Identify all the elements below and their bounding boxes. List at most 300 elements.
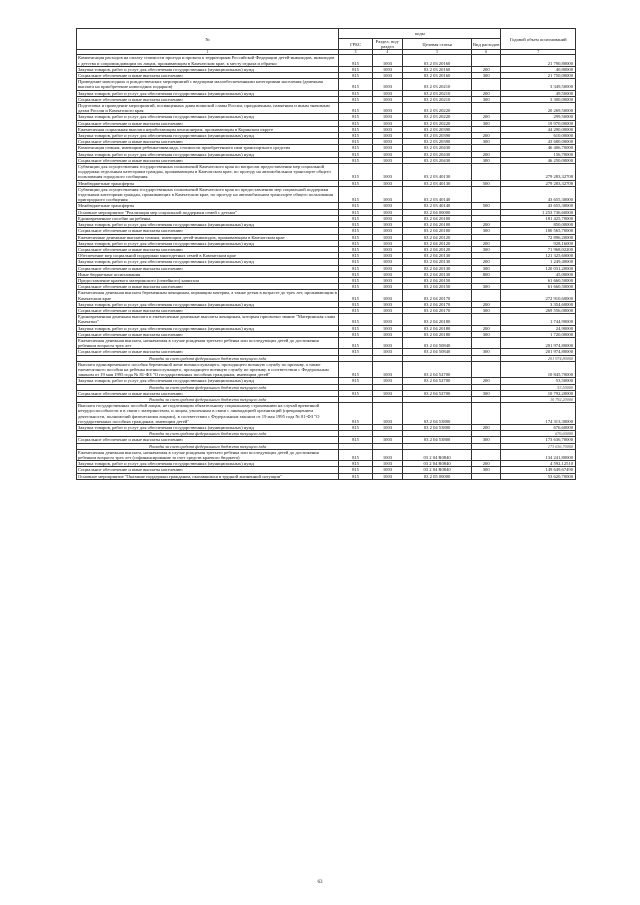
cell-sum: 180 565,70000 xyxy=(501,228,576,234)
cell-sum: 4 592,12510 xyxy=(501,461,576,467)
cell-sum: 45,00000 xyxy=(501,271,576,277)
table-row xyxy=(77,361,576,378)
colnum: 4 xyxy=(372,50,403,55)
cell-sum: 279 283,32708 xyxy=(501,164,576,181)
cell-vid: 200 xyxy=(471,461,501,467)
cell-sum: 676,60000 xyxy=(501,431,576,437)
cell-grbs: 815 xyxy=(339,180,372,186)
cell-cs: 03 2 03 20430 xyxy=(403,157,472,163)
table-row xyxy=(77,449,576,460)
cell-vid: 300 xyxy=(471,349,501,355)
cell-vid: 300 xyxy=(471,228,501,234)
cell-grbs: 815 xyxy=(339,151,372,157)
cell-grbs: 815 xyxy=(339,222,372,228)
cell-grbs: 815 xyxy=(339,73,372,79)
cell-name: Социальное обеспечение и иные выплаты населению xyxy=(77,467,339,473)
colnum: 5 xyxy=(403,50,472,55)
cell-vid xyxy=(471,103,501,114)
cell-cs: 03 2 04 53800 xyxy=(403,403,472,425)
cell-vid: 200 xyxy=(471,222,501,228)
cell-razd: 1003 xyxy=(372,246,403,252)
cell-name: Субвенции для осуществления государственных полномочий Камчатского края по предоставлению мер социальной поддержки отдельным категориям граждан, проживающих в Камчатском крае, по проезду на автомобильном транспорте общего пользования пригородного сообщения xyxy=(77,186,339,203)
cell-vid: 200 xyxy=(471,114,501,120)
cell-grbs: 815 xyxy=(339,157,372,163)
cell-vid: 200 xyxy=(471,325,501,331)
cell-grbs: 815 xyxy=(339,265,372,271)
cell-grbs: 815 xyxy=(339,325,372,331)
cell-name: Закупка товаров, работ и услуг для обеспечения государственных (муниципальных) нужд xyxy=(77,90,339,96)
budget-table-page xyxy=(76,28,576,480)
cell-sum: 149 649,67490 xyxy=(501,467,576,473)
cell-sum: 71 968,02200 xyxy=(501,246,576,252)
cell-sum: 156,70000 xyxy=(501,151,576,157)
cell-cs: 03 2 03 20220 xyxy=(403,120,472,126)
cell-cs: 03 2 04 53800 xyxy=(403,437,472,443)
cell-vid xyxy=(471,164,501,181)
cell-razd: 1003 xyxy=(372,203,403,209)
cell-sum: 43 655,30000 xyxy=(501,203,576,209)
colnum: 3 xyxy=(339,50,372,55)
cell-vid: 300 xyxy=(471,139,501,145)
colnum: 6 xyxy=(471,50,501,55)
cell-razd: 1003 xyxy=(372,271,403,277)
cell-sum: 21 750,00000 xyxy=(501,73,576,79)
cell-name: Закупка товаров, работ и услуг для обеспечения государственных (муниципальных) нужд xyxy=(77,378,339,384)
cell-grbs: 815 xyxy=(339,467,372,473)
cell-razd: 1003 xyxy=(372,314,403,325)
cell-name: Закупка товаров, работ и услуг для обеспечения государственных (муниципальных) нужд xyxy=(77,425,339,431)
cell-vid: 300 xyxy=(471,265,501,271)
cell-name: Расходы за счет средств федерального бюджета текущего года xyxy=(77,384,339,390)
cell-razd: 1003 xyxy=(372,403,403,425)
cell-razd: 1003 xyxy=(372,259,403,265)
cell-sum: 53,50000 xyxy=(501,384,576,390)
header-vid: Вид расходов xyxy=(471,39,501,50)
cell-vid: 200 xyxy=(471,378,501,384)
cell-grbs: 815 xyxy=(339,449,372,460)
header-grbs: ГРБС xyxy=(339,39,372,50)
cell-grbs: 815 xyxy=(339,349,372,355)
cell-name: Выплата единовременного пособия беременной жене военнослужащего, проходящего военную службу по призыву, а также ежемесячного пособия на ребенка военнослужащего, проходящего военную службу по призыву, в соответствии с Федеральным законом от 19 мая 1995 года № 81-ФЗ "О государственных пособиях гражданам, имеющим детей" xyxy=(77,361,339,378)
cell-sum: 49,50000 xyxy=(501,90,576,96)
cell-sum: 1 720,00000 xyxy=(501,331,576,337)
cell-name: Компенсация семьям, имеющим ребенка-инвалида, стоимости приобретенного ими транспортного средства xyxy=(77,145,339,151)
cell-vid: 300 xyxy=(471,96,501,102)
cell-name: Социальное обеспечение и иные выплаты населению xyxy=(77,390,339,396)
cell-razd: 1003 xyxy=(372,66,403,72)
cell-name: Социальное обеспечение и иные выплаты населению xyxy=(77,96,339,102)
cell-razd: 1003 xyxy=(372,126,403,132)
cell-name: Закупка товаров, работ и услуг для обеспечения государственных (муниципальных) нужд xyxy=(77,461,339,467)
cell-razd: 1003 xyxy=(372,215,403,221)
cell-name: Закупка товаров, работ и услуг для обеспечения государственных (муниципальных) нужд xyxy=(77,133,339,139)
cell-cs: 03 2 04 R0840 xyxy=(403,449,472,460)
cell-vid xyxy=(471,55,501,66)
cell-grbs: 815 xyxy=(339,378,372,384)
cell-vid: 200 xyxy=(471,66,501,72)
cell-cs: 03 2 03 20220 xyxy=(403,103,472,114)
cell-razd: 1003 xyxy=(372,157,403,163)
cell-razd: 1003 xyxy=(372,325,403,331)
cell-vid xyxy=(471,361,501,378)
cell-cs: 03 2 03 40140 xyxy=(403,203,472,209)
cell-cs: 03 2 03 20160 xyxy=(403,66,472,72)
cell-sum: 173 636,70000 xyxy=(501,443,576,449)
cell-cs: 03 2 04 20180 xyxy=(403,331,472,337)
cell-sum: 24,90000 xyxy=(501,325,576,331)
cell-vid: 200 xyxy=(471,90,501,96)
header-num: № xyxy=(77,29,339,50)
header-codes: коды xyxy=(339,29,501,39)
cell-cs: 03 2 03 20390 xyxy=(403,139,472,145)
cell-name: Закупка товаров, работ и услуг для обеспечения государственных (муниципальных) нужд xyxy=(77,114,339,120)
cell-name: Основное мероприятие "Оказание поддержки гражданам, оказавшимся в трудной жизненной ситуации" xyxy=(77,473,339,479)
cell-vid: 300 xyxy=(471,120,501,126)
cell-cs: 03 2 04 20180 xyxy=(403,325,472,331)
cell-cs: 03 2 03 20430 xyxy=(403,145,472,151)
cell-razd: 1003 xyxy=(372,90,403,96)
cell-grbs: 815 xyxy=(339,361,372,378)
cell-razd: 1003 xyxy=(372,301,403,307)
cell-razd: 1003 xyxy=(372,151,403,157)
cell-razd: 1003 xyxy=(372,461,403,467)
cell-vid: 300 xyxy=(471,437,501,443)
cell-cs: 03 2 04 50840 xyxy=(403,337,472,348)
table-row xyxy=(77,103,576,114)
cell-name: Социальное обеспечение и иные выплаты населению xyxy=(77,139,339,145)
cell-grbs: 815 xyxy=(339,114,372,120)
cell-grbs: 815 xyxy=(339,228,372,234)
table-row xyxy=(77,290,576,301)
cell-razd: 1003 xyxy=(372,79,403,90)
cell-name: Социальное обеспечение и иные выплаты населению xyxy=(77,228,339,234)
cell-grbs: 815 xyxy=(339,133,372,139)
cell-name: Ежемесячные денежные выплаты семьям, имеющим детей-инвалидов, проживающим в Камчатском крае xyxy=(77,234,339,240)
cell-name: Ежемесячная денежная выплата беременным женщинам, кормящим матерям, а также детям в возрасте до трех лет, проживающим в Камчатском крае xyxy=(77,290,339,301)
cell-sum: 10 792,20000 xyxy=(501,390,576,396)
cell-grbs: 815 xyxy=(339,284,372,290)
cell-sum: 272 910,60000 xyxy=(501,290,576,301)
cell-vid xyxy=(471,403,501,425)
cell-grbs: 815 xyxy=(339,277,372,283)
cell-razd: 1003 xyxy=(372,55,403,66)
cell-vid: 200 xyxy=(471,240,501,246)
cell-razd: 1003 xyxy=(372,222,403,228)
cell-sum: 43 680,00000 xyxy=(501,139,576,145)
cell-cs: 03 2 04 20170 xyxy=(403,301,472,307)
cell-grbs: 815 xyxy=(339,314,372,325)
cell-vid: 300 xyxy=(471,390,501,396)
cell-razd: 1003 xyxy=(372,307,403,313)
cell-cs: 03 2 04 52700 xyxy=(403,390,472,396)
cell-sum: 173 636,70000 xyxy=(501,437,576,443)
cell-vid xyxy=(471,449,501,460)
cell-cs: 03 2 03 20160 xyxy=(403,73,472,79)
cell-cs: 03 2 03 20210 xyxy=(403,90,472,96)
cell-name: Ежемесячная денежная выплата, назначаемая в случае рождения третьего ребенка или последующих детей до достижения ребенком возраста трех лет xyxy=(77,337,339,348)
cell-sum: 1 249,40000 xyxy=(501,259,576,265)
cell-razd: 1003 xyxy=(372,337,403,348)
cell-cs: 03 2 04 50840 xyxy=(403,349,472,355)
cell-vid: 300 xyxy=(471,73,501,79)
budget-table xyxy=(76,28,576,480)
cell-vid xyxy=(471,290,501,301)
cell-sum: 21 790,80000 xyxy=(501,55,576,66)
cell-razd: 1003 xyxy=(372,284,403,290)
cell-cs: 03 2 04 20120 xyxy=(403,246,472,252)
cell-grbs: 815 xyxy=(339,331,372,337)
cell-sum: 10 792,20000 xyxy=(501,396,576,402)
cell-razd: 1003 xyxy=(372,120,403,126)
cell-sum: 10 845,70000 xyxy=(501,361,576,378)
cell-cs: 03 2 04 00000 xyxy=(403,209,472,215)
cell-sum: 46 406,70000 xyxy=(501,145,576,151)
cell-razd: 1003 xyxy=(372,180,403,186)
cell-grbs: 815 xyxy=(339,234,372,240)
cell-grbs: 815 xyxy=(339,164,372,181)
cell-name: Социальное обеспечение и иные выплаты населению xyxy=(77,284,339,290)
cell-name: Расходы за счет средств федерального бюджета текущего года xyxy=(77,396,339,402)
cell-grbs: 815 xyxy=(339,259,372,265)
cell-sum: 61 660,50000 xyxy=(501,277,576,283)
cell-sum: 1 253 736,60000 xyxy=(501,209,576,215)
cell-vid xyxy=(471,314,501,325)
cell-name: Обеспечение мер социальной поддержки многодетных семей в Камчатском крае xyxy=(77,253,339,259)
cell-vid: 300 xyxy=(471,331,501,337)
cell-grbs: 815 xyxy=(339,203,372,209)
cell-vid: 300 xyxy=(471,157,501,163)
cell-razd: 1003 xyxy=(372,290,403,301)
cell-name: Закупка товаров, работ и услуг для обеспечения государственных (муниципальных) нужд xyxy=(77,240,339,246)
cell-razd: 1003 xyxy=(372,139,403,145)
cell-name: Выплата государственных пособий лицам, не подлежащим обязательному социальному страхованию на случай временной нетрудоспособности и в связи с материнством, и лицам, уволенным в связи с ликвидацией организаций (прекращением деятельности, полномочий физическими лицами), в соответствии с Федеральным законом от 19 мая 1995 года № 81-ФЗ "О государственных пособиях гражданам, имеющим детей" xyxy=(77,403,339,425)
cell-cs: 03 2 03 40140 xyxy=(403,186,472,203)
cell-name: Субвенции для осуществления государственных полномочий Камчатского края по вопросам предоставления мер социальной поддержки отдельным категориям граждан, проживающим в Камчатском крае, по проезду на автомобильном транспорте общего пользования городского сообщения xyxy=(77,164,339,181)
cell-vid xyxy=(471,79,501,90)
cell-name: Подготовка и проведение мероприятий, посвященных дням воинской славы России, праздничным, памятным и иным значимым датам России и Камчатского края xyxy=(77,103,339,114)
cell-vid: 800 xyxy=(471,271,501,277)
cell-name: Закупка товаров, работ и услуг для обеспечения государственных (муниципальных) нужд xyxy=(77,301,339,307)
cell-sum: 928,16000 xyxy=(501,240,576,246)
cell-cs: 03 2 03 20390 xyxy=(403,126,472,132)
cell-razd: 1003 xyxy=(372,145,403,151)
cell-name: Проведение новогодних и рождественских мероприятий с ведущими малообеспеченными категориями населения (денежная выплата на приобретение новогодних подарков) xyxy=(77,79,339,90)
header-razdel: Раздел, под- раздел xyxy=(372,39,403,50)
cell-name: Ежемесячная социальная выплата неработающим пенсионерам, проживающим в Корякском округе xyxy=(77,126,339,132)
cell-vid: 500 xyxy=(471,180,501,186)
cell-name: Закупка товаров, работ и услуг для обеспечения государственных (муниципальных) нужд xyxy=(77,259,339,265)
cell-cs: 03 2 04 20100 xyxy=(403,222,472,228)
cell-vid: 300 xyxy=(471,284,501,290)
cell-name: Социальное обеспечение и иные выплаты населению xyxy=(77,437,339,443)
cell-grbs: 815 xyxy=(339,139,372,145)
cell-grbs: 815 xyxy=(339,126,372,132)
cell-cs: 03 2 04 53800 xyxy=(403,425,472,431)
cell-razd: 1003 xyxy=(372,467,403,473)
cell-cs: 03 2 03 20430 xyxy=(403,151,472,157)
cell-grbs: 815 xyxy=(339,120,372,126)
cell-sum: 40,80000 xyxy=(501,66,576,72)
cell-grbs: 815 xyxy=(339,301,372,307)
cell-cs: 03 2 03 20210 xyxy=(403,79,472,90)
colnum: 7 xyxy=(501,50,576,55)
cell-grbs: 815 xyxy=(339,246,372,252)
cell-grbs: 815 xyxy=(339,96,372,102)
cell-cs: 03 2 03 40130 xyxy=(403,164,472,181)
cell-sum: 299,50000 xyxy=(501,114,576,120)
cell-grbs: 815 xyxy=(339,209,372,215)
cell-name: Закупка товаров, работ и услуг для обеспечения государственных (муниципальных) нужд xyxy=(77,66,339,72)
cell-cs: 03 2 04 20130 xyxy=(403,259,472,265)
cell-cs: 03 2 04 20130 xyxy=(403,253,472,259)
cell-grbs: 815 xyxy=(339,425,372,431)
cell-cs: 03 2 03 20390 xyxy=(403,133,472,139)
cell-vid: 200 xyxy=(471,425,501,431)
cell-cs: 03 2 03 20210 xyxy=(403,96,472,102)
cell-razd: 1003 xyxy=(372,425,403,431)
cell-sum: 201 974,80000 xyxy=(501,349,576,355)
cell-grbs: 815 xyxy=(339,307,372,313)
cell-sum: 134 241,80000 xyxy=(501,449,576,460)
cell-razd: 1003 xyxy=(372,96,403,102)
cell-sum: 121 325,60000 xyxy=(501,253,576,259)
cell-sum: 3 349,50000 xyxy=(501,79,576,90)
cell-razd: 1003 xyxy=(372,228,403,234)
cell-sum: 174 313,30000 xyxy=(501,403,576,425)
cell-cs: 03 2 04 20150 xyxy=(403,277,472,283)
cell-vid: 200 xyxy=(471,259,501,265)
table-body xyxy=(77,55,576,479)
cell-cs: 03 2 04 R0840 xyxy=(403,467,472,473)
cell-sum: 72 896,20000 xyxy=(501,234,576,240)
cell-cs: 03 2 04 52700 xyxy=(403,361,472,378)
cell-razd: 1003 xyxy=(372,209,403,215)
cell-razd: 1003 xyxy=(372,234,403,240)
cell-name: Закупка товаров, работ и услуг для обеспечения государственных (муниципальных) нужд xyxy=(77,325,339,331)
cell-name: Межбюджетные трансферты xyxy=(77,203,339,209)
cell-grbs: 815 xyxy=(339,186,372,203)
cell-name: Социальное обеспечение и иные выплаты населению xyxy=(77,307,339,313)
cell-name: Расходы за счет средств федерального бюджета текущего года xyxy=(77,443,339,449)
cell-name: Закупка товаров, работ и услуг для обеспечения государственных (муниципальных) нужд xyxy=(77,151,339,157)
cell-razd: 1003 xyxy=(372,73,403,79)
cell-grbs: 815 xyxy=(339,337,372,348)
cell-razd: 1003 xyxy=(372,240,403,246)
cell-cs: 03 2 03 40130 xyxy=(403,180,472,186)
cell-vid: 300 xyxy=(471,246,501,252)
cell-grbs: 815 xyxy=(339,66,372,72)
cell-name: Единовременная денежная выплата и ежемесячные денежные выплаты женщинам, которым присвоено звание "Материнская слава Камчатки" xyxy=(77,314,339,325)
cell-grbs: 815 xyxy=(339,215,372,221)
cell-vid xyxy=(471,473,501,479)
cell-grbs: 815 xyxy=(339,55,372,66)
cell-name: Социальное обеспечение и иные выплаты населению xyxy=(77,157,339,163)
cell-name: Предоставление краевого материнского (семейного) капитала xyxy=(77,277,339,283)
cell-razd: 1003 xyxy=(372,390,403,396)
cell-razd: 1003 xyxy=(372,133,403,139)
cell-name: Ежемесячная денежная выплата, назначаемая в случае рождения третьего ребенка или последующих детей до достижения ребенком возраста трех лет (софинансирование за счет средств краевого бюджета) xyxy=(77,449,339,460)
cell-cs: 03 2 04 20170 xyxy=(403,307,472,313)
cell-sum: 850,00000 xyxy=(501,222,576,228)
cell-razd: 1003 xyxy=(372,265,403,271)
cell-sum: 53 620,70000 xyxy=(501,473,576,479)
cell-sum: 201 974,80000 xyxy=(501,355,576,361)
cell-grbs: 815 xyxy=(339,390,372,396)
cell-razd: 1003 xyxy=(372,253,403,259)
cell-razd: 1003 xyxy=(372,164,403,181)
cell-name: Единовременное пособие на ребенка xyxy=(77,215,339,221)
cell-name: Социальное обеспечение и иные выплаты населению xyxy=(77,265,339,271)
table-row xyxy=(77,55,576,66)
cell-vid: 300 xyxy=(471,307,501,313)
cell-vid: 500 xyxy=(471,203,501,209)
cell-name: Компенсация расходов на оплату стоимости проезда и провоза к территориям Российской Федерации детей-инвалидов, инвалидов с детства и сопровождающим их лицам, проживающим в Камчатском крае, к месту отдыха и обратно xyxy=(77,55,339,66)
cell-name: Межбюджетные трансферты xyxy=(77,180,339,186)
cell-grbs: 815 xyxy=(339,461,372,467)
cell-cs: 03 2 04 52700 xyxy=(403,378,472,384)
cell-grbs: 815 xyxy=(339,145,372,151)
table-row xyxy=(77,79,576,90)
cell-sum: 181 425,70000 xyxy=(501,215,576,221)
cell-cs: 03 2 04 20130 xyxy=(403,271,472,277)
cell-vid: 200 xyxy=(471,301,501,307)
cell-razd: 1003 xyxy=(372,437,403,443)
cell-name: Социальное обеспечение и иные выплаты населению xyxy=(77,120,339,126)
cell-grbs: 815 xyxy=(339,90,372,96)
cell-grbs: 815 xyxy=(339,240,372,246)
cell-cs: 03 2 03 20220 xyxy=(403,114,472,120)
cell-sum: 3 354,60000 xyxy=(501,301,576,307)
table-row xyxy=(77,164,576,181)
cell-grbs: 815 xyxy=(339,473,372,479)
cell-vid xyxy=(471,337,501,348)
cell-cs: 03 2 04 20180 xyxy=(403,314,472,325)
cell-razd: 1003 xyxy=(372,331,403,337)
cell-sum: 120 031,20000 xyxy=(501,265,576,271)
cell-sum: 279 283,32708 xyxy=(501,180,576,186)
cell-sum: 610,00000 xyxy=(501,133,576,139)
cell-grbs: 815 xyxy=(339,103,372,114)
cell-name: Основное мероприятие "Реализация мер социальной поддержки семей с детьми" xyxy=(77,209,339,215)
cell-razd: 1003 xyxy=(372,186,403,203)
table-row xyxy=(77,314,576,325)
cell-grbs: 815 xyxy=(339,79,372,90)
cell-razd: 1003 xyxy=(372,103,403,114)
table-row xyxy=(77,337,576,348)
page-number: 63 xyxy=(317,880,323,885)
cell-name: Иные бюджетные ассигнования xyxy=(77,271,339,277)
cell-name: Социальное обеспечение и иные выплаты населению xyxy=(77,73,339,79)
cell-vid: 200 xyxy=(471,151,501,157)
cell-cs: 03 2 04 20150 xyxy=(403,284,472,290)
cell-razd: 1003 xyxy=(372,361,403,378)
cell-cs: 03 2 04 20170 xyxy=(403,290,472,301)
cell-name: Социальное обеспечение и иные выплаты населению xyxy=(77,349,339,355)
cell-razd: 1003 xyxy=(372,473,403,479)
cell-grbs: 815 xyxy=(339,253,372,259)
cell-name: Социальное обеспечение и иные выплаты населению xyxy=(77,246,339,252)
cell-grbs: 815 xyxy=(339,290,372,301)
cell-razd: 1003 xyxy=(372,277,403,283)
cell-name: Социальное обеспечение и иные выплаты населению xyxy=(77,331,339,337)
cell-cs: 03 2 03 20160 xyxy=(403,55,472,66)
cell-razd: 1003 xyxy=(372,114,403,120)
cell-vid: 200 xyxy=(471,133,501,139)
cell-sum: 61 660,50000 xyxy=(501,284,576,290)
cell-sum: 3 300,00000 xyxy=(501,96,576,102)
cell-cs: 03 2 04 20120 xyxy=(403,240,472,246)
colnum: 1 xyxy=(77,50,339,55)
